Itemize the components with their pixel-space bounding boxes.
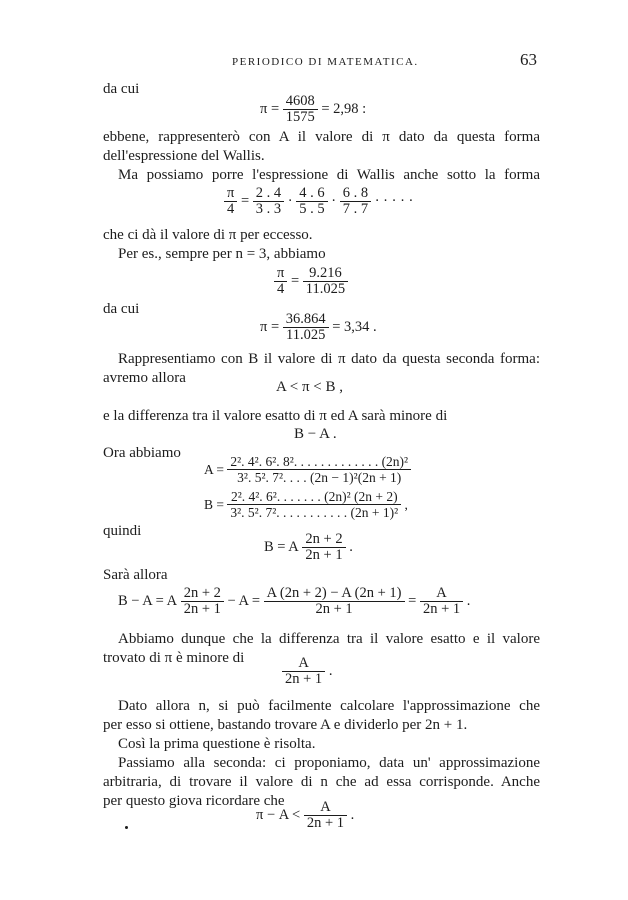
denominator: 11.025 xyxy=(286,327,326,343)
text-line-18: Così la prima questione è risolta. xyxy=(118,736,316,752)
numerator: π xyxy=(274,266,287,282)
denominator: 7 . 7 xyxy=(342,201,369,217)
ellipsis: · · · · · xyxy=(374,193,414,209)
numerator: 6 . 8 xyxy=(340,186,371,202)
numerator: 2². 4². 6². . . . . . . (2n)² (2n + 2) xyxy=(227,489,401,505)
text-line-19: Passiamo alla seconda: ci proponiamo, data un' approssimazione xyxy=(118,755,540,771)
fraction xyxy=(296,186,327,217)
fraction xyxy=(264,586,405,617)
equation-pi-over-4 xyxy=(274,266,348,297)
eq-rhs: . xyxy=(350,807,355,823)
eq-rhs: . xyxy=(466,593,471,609)
numerator: 9.216 xyxy=(303,266,348,282)
text-line-5: che ci dà il valore di π per eccesso. xyxy=(103,227,313,243)
text-line-16: Dato allora n, si può facilmente calcolare l'approssimazione che xyxy=(118,698,540,714)
fraction xyxy=(253,186,284,217)
eq-lhs: π − A < xyxy=(256,807,301,823)
fraction xyxy=(227,489,401,520)
denominator: 2n + 1 xyxy=(422,601,461,617)
denominator: 1575 xyxy=(285,109,315,125)
eq-lhs: B = xyxy=(204,496,224,512)
numerator: 2 . 4 xyxy=(253,186,284,202)
dot-operator: · xyxy=(331,193,337,209)
fraction xyxy=(283,312,329,343)
ink-mark xyxy=(125,826,128,829)
denominator: 5 . 5 xyxy=(299,201,325,217)
text-line-4: Ma possiamo porre l'espressione di Wallis anche sotto la forma xyxy=(118,167,540,183)
text-line-12: quindi xyxy=(103,523,142,539)
numerator: 4 . 6 xyxy=(296,186,327,202)
denominator: 2n + 1 xyxy=(285,671,323,687)
eq-lhs: π = xyxy=(260,319,280,335)
equation-a-product xyxy=(204,454,411,485)
fraction xyxy=(340,186,371,217)
text-line-17: per esso si ottiene, bastando trovare A e dividerlo per 2n + 1. xyxy=(103,717,468,733)
text-line-9: avremo allora xyxy=(103,370,186,386)
numerator: A xyxy=(304,800,347,816)
text-line-11: Ora abbiamo xyxy=(103,445,181,461)
eq-lhs: B = A xyxy=(264,539,299,555)
fraction xyxy=(227,454,411,485)
numerator: A xyxy=(282,656,325,672)
fraction xyxy=(224,186,237,217)
page-number: 63 xyxy=(520,50,537,69)
text-line-10: e la differenza tra il valore esatto di π ed A sarà minore di xyxy=(103,408,448,424)
denominator: 3². 5². 7². . . . (2n − 1)²(2n + 1) xyxy=(237,470,402,485)
text-line-2: ebbene, rappresenterò con A il valore di π dato da questa forma xyxy=(103,129,540,145)
text-line-6: Per es., sempre per n = 3, abbiamo xyxy=(118,246,326,262)
numerator: π xyxy=(224,186,237,202)
text-line-15: trovato di π è minore di xyxy=(103,650,245,666)
denominator: 3 . 3 xyxy=(255,201,282,217)
eq-rhs: = 3,34 . xyxy=(332,319,377,335)
eq-rhs: . xyxy=(328,663,333,679)
numerator: A (2n + 2) − A (2n + 1) xyxy=(264,586,405,602)
running-title: PERIODICO DI MATEMATICA. xyxy=(232,56,419,68)
fraction xyxy=(303,266,348,297)
denominator: 3². 5². 7². . . . . . . . . . . (2n + 1)² xyxy=(230,505,399,520)
numerator: 2n + 2 xyxy=(302,532,345,548)
equals-sign: = xyxy=(408,593,417,609)
denominator: 11.025 xyxy=(305,281,346,297)
denominator: 2n + 1 xyxy=(315,601,353,617)
numerator: 2n + 2 xyxy=(181,586,224,602)
text-line-20: arbitraria, di trovare il valore di n che ad essa corrisponde. Anche xyxy=(103,774,540,790)
equation-pi-3-34 xyxy=(260,312,377,343)
equals-sign: = xyxy=(240,193,250,209)
text-line-8: Rappresentiamo con B il valore di π dato da questa seconda forma: xyxy=(118,351,540,367)
text-line-3: dell'espressione del Wallis. xyxy=(103,148,265,164)
fraction xyxy=(181,586,224,617)
dot-operator: · xyxy=(287,193,293,209)
denominator: 4 xyxy=(277,281,285,297)
equation-wallis-form xyxy=(224,186,413,217)
eq-rhs: = 2,98 : xyxy=(321,101,367,117)
denominator: 2n + 1 xyxy=(306,815,345,831)
eq-lhs: B − A = A xyxy=(118,593,178,609)
denominator: 2n + 1 xyxy=(305,547,343,563)
fraction xyxy=(282,656,325,687)
fraction xyxy=(420,586,463,617)
denominator: 4 xyxy=(227,201,235,217)
numerator: 36.864 xyxy=(283,312,329,328)
text-line-7: da cui xyxy=(103,301,140,317)
equals-sign: = xyxy=(290,273,300,289)
equation-a-over-2n1 xyxy=(282,656,332,687)
denominator: 2n + 1 xyxy=(183,601,221,617)
text-line-1: da cui xyxy=(103,81,140,97)
equation-inequality: A < π < B , xyxy=(276,379,344,395)
text-line-14: Abbiamo dunque che la differenza tra il valore esatto e il valore xyxy=(118,631,540,647)
equation-b-equals-a-ratio xyxy=(264,532,353,563)
numerator: A xyxy=(420,586,463,602)
equation-pi-4608 xyxy=(260,94,366,125)
equation-b-minus-a-expansion xyxy=(118,586,470,617)
fraction xyxy=(283,94,318,125)
fraction xyxy=(274,266,287,297)
eq-middle: − A = xyxy=(227,593,260,609)
equation-pi-minus-a xyxy=(256,800,354,831)
text-line-21: per questo giova ricordare che xyxy=(103,793,285,809)
eq-lhs: A = xyxy=(204,461,224,477)
numerator: 2². 4². 6². 8². . . . . . . . . . . . . (2n)² xyxy=(227,454,411,470)
equation-b-product xyxy=(204,489,408,520)
eq-rhs: . xyxy=(349,539,353,555)
eq-rhs: , xyxy=(404,496,408,512)
equation-b-minus-a: B − A . xyxy=(294,426,337,442)
text-line-13: Sarà allora xyxy=(103,567,168,583)
fraction xyxy=(302,532,345,563)
eq-lhs: π = xyxy=(260,101,280,117)
numerator: 4608 xyxy=(283,94,318,110)
fraction xyxy=(304,800,347,831)
